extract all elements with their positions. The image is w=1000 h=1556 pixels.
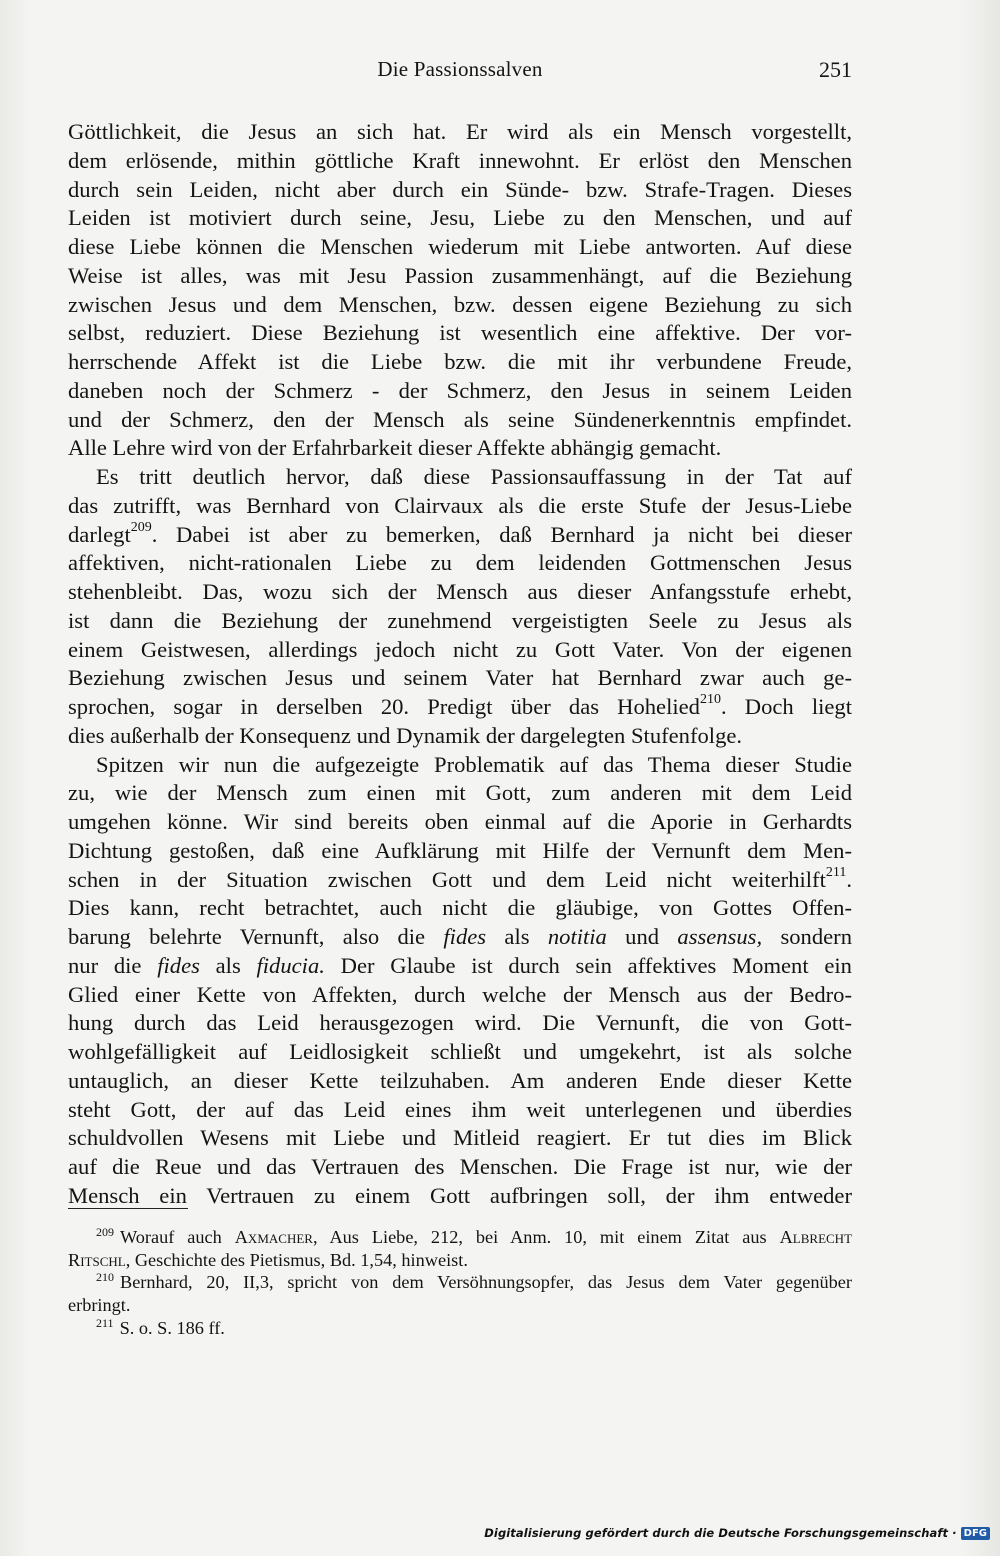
text-line <box>68 521 852 550</box>
footnote-210 <box>68 1271 852 1316</box>
author-name: Ritschl <box>68 1249 126 1270</box>
text-fragment: und <box>606 924 678 949</box>
text-line: durch sein Leiden, nicht aber durch ein Sünde- bzw. Strafe-Tragen. Dieses <box>68 176 852 202</box>
footnote-line <box>68 1271 852 1294</box>
italic-term-fides: fides <box>157 952 200 978</box>
text-fragment: als <box>199 952 257 978</box>
text-fragment: sprochen, sogar in derselben 20. Predigt über das Hohelied <box>68 694 700 719</box>
text-line: dies außerhalb der Konsequenz und Dynamik der dargelegten Stufenfolge. <box>68 722 743 748</box>
footnote-mark: 210 <box>96 1270 114 1285</box>
text-fragment: , Geschichte des Pietismus, Bd. 1,54, hinweist. <box>125 1249 468 1270</box>
footnote-211 <box>68 1317 852 1340</box>
italic-term-fiducia: fiducia. <box>256 952 325 978</box>
footnote-line <box>68 1226 852 1249</box>
text-line: Spitzen wir nun die aufgezeigte Problematik auf das Thema dieser Studie <box>96 751 852 777</box>
text-fragment: barung belehrte Vernunft, also die <box>68 924 444 949</box>
text-line: steht Gott, der auf das Leid eines ihm weit unterlegenen und überdies <box>68 1096 852 1122</box>
text-line: schuldvollen Wesens mit Liebe und Mitleid reagiert. Er tut dies im Blick <box>68 1125 852 1151</box>
page-number: 251 <box>819 57 852 82</box>
text-line: wohlgefälligkeit auf Leidlosigkeit schließt und umgekehrt, ist als solche <box>68 1039 852 1064</box>
footnote-separator <box>68 1208 188 1209</box>
text-fragment: Der Glaube ist durch sein affektives Moment ein <box>324 952 852 978</box>
footnote-ref-210[interactable]: 210 <box>699 692 721 708</box>
text-line: daneben noch der Schmerz - der Schmerz, den Jesus in seinem Leiden <box>68 377 852 403</box>
text-line <box>68 952 852 981</box>
text-line: untauglich, an dieser Kette teilzuhaben. Am anderen Ende dieser Kette <box>68 1067 852 1093</box>
body-text <box>68 118 852 1211</box>
footnote-ref-211[interactable]: 211 <box>825 864 847 880</box>
text-line: dem erlösende, mithin göttliche Kraft innewohnt. Er erlöst den Menschen <box>68 147 852 173</box>
text-line: hung durch das Leid herausgezogen wird. Die Vernunft, die von Gott- <box>68 1010 852 1036</box>
text-fragment: , Aus Liebe, 212, bei Anm. 10, mit einem Zitat aus <box>312 1227 780 1247</box>
text-fragment: sondern <box>762 924 852 949</box>
text-line: stehenbleibt. Das, wozu sich der Mensch aus dieser Anfangsstufe erhebt, <box>68 579 852 604</box>
author-name: Albrecht <box>779 1227 853 1247</box>
text-line: zwischen Jesus und dem Menschen, bzw. dessen eigene Beziehung zu sich <box>68 291 852 317</box>
text-line: selbst, reduziert. Diese Beziehung ist wesentlich eine affektive. Der vor- <box>68 320 852 346</box>
text-line <box>68 866 852 895</box>
text-line: das zutrifft, was Bernhard von Clairvaux als die erste Stufe der Jesus-Liebe <box>68 492 852 518</box>
text-line: auf die Reue und das Vertrauen des Menschen. Die Frage ist nur, wie der <box>68 1154 852 1179</box>
footnote-mark: 211 <box>96 1315 114 1330</box>
digitization-footer <box>484 1526 990 1540</box>
italic-term-assensus: assensus, <box>677 924 763 949</box>
footnote-ref-209[interactable]: 209 <box>130 519 152 535</box>
footer-text: Digitalisierung gefördert durch die Deutsche Forschungsgemeinschaft · <box>484 1526 957 1540</box>
text-fragment: . Doch liegt <box>720 694 852 719</box>
text-line: affektiven, nicht-rationalen Liebe zu dem leidenden Gottmenschen Jesus <box>68 550 852 576</box>
text-fragment: S. o. S. 186 ff. <box>119 1317 225 1338</box>
text-line: Göttlichkeit, die Jesus an sich hat. Er wird als ein Mensch vorgestellt, <box>68 119 852 144</box>
text-fragment: Bernhard, 20, II,3, spricht von dem Versöhnungsopfer, das Jesus dem Vater gegenüber <box>120 1272 852 1293</box>
text-line: Dichtung gestoßen, daß eine Aufklärung mit Hilfe der Vernunft dem Men- <box>68 837 852 863</box>
text-fragment: als <box>486 924 548 949</box>
footnote-line <box>68 1317 852 1340</box>
text-fragment: . Dabei ist aber zu bemerken, daß Bernhard ja nicht bei dieser <box>151 521 852 547</box>
text-fragment: nur die <box>68 952 158 978</box>
text-line: Leiden ist motiviert durch seine, Jesu, Liebe zu den Menschen, und auf <box>68 205 852 231</box>
text-line: Glied einer Kette von Affekten, durch welche der Mensch aus der Bedro- <box>68 981 852 1007</box>
text-fragment: darlegt <box>68 521 131 547</box>
text-line: Dies kann, recht betrachtet, auch nicht die gläubige, von Gottes Offen- <box>68 895 852 921</box>
italic-term-notitia: notitia <box>547 924 607 949</box>
text-line: zu, wie der Mensch zum einen mit Gott, zum anderen mit dem Leid <box>68 780 852 806</box>
italic-term-fides: fides <box>443 924 487 949</box>
text-line: umgehen könne. Wir sind bereits oben einmal auf die Aporie in Gerhardts <box>68 809 852 834</box>
text-line <box>68 923 852 952</box>
text-line: diese Liebe können die Menschen wiederum mit Liebe antworten. Auf diese <box>68 234 852 259</box>
text-line: Beziehung zwischen Jesus und seinem Vater hat Bernhard zwar auch ge- <box>68 665 852 691</box>
text-line: herrschende Affekt ist die Liebe bzw. die mit ihr verbundene Freude, <box>68 349 852 374</box>
text-line: und der Schmerz, den der Mensch als seine Sündenerkenntnis empfindet. <box>68 406 852 432</box>
text-line: Weise ist alles, was mit Jesu Passion zusammenhängt, auf die Beziehung <box>68 262 852 288</box>
footnotes <box>68 1226 852 1340</box>
dfg-logo: DFG <box>961 1527 990 1540</box>
running-head <box>68 57 852 87</box>
text-fragment: . <box>846 866 852 892</box>
text-line <box>68 693 852 722</box>
footnote-mark: 209 <box>96 1224 114 1239</box>
footnote-line: erbringt. <box>68 1295 131 1316</box>
text-fragment: schen in der Situation zwischen Gott und dem Leid nicht weiterhilft <box>68 866 826 892</box>
text-line: Es tritt deutlich hervor, daß diese Passionsauffassung in der Tat auf <box>96 464 852 489</box>
text-line: Alle Lehre wird von der Erfahrbarkeit dieser Affekte abhängig gemacht. <box>68 435 722 461</box>
footnote-line <box>68 1249 852 1272</box>
footnote-209 <box>68 1226 852 1271</box>
text-line: einem Geistwesen, allerdings jedoch nicht zu Gott Vater. Von der eigenen <box>68 636 852 662</box>
text-line: ist dann die Beziehung der zunehmend vergeistigten Seele zu Jesus als <box>68 607 852 633</box>
text-line: Mensch ein Vertrauen zu einem Gott aufbringen soll, der ihm entweder <box>68 1182 852 1208</box>
author-name: Axmacher <box>234 1227 313 1247</box>
text-fragment: Worauf auch <box>120 1227 235 1247</box>
running-title: Die Passionssalven <box>377 57 543 81</box>
